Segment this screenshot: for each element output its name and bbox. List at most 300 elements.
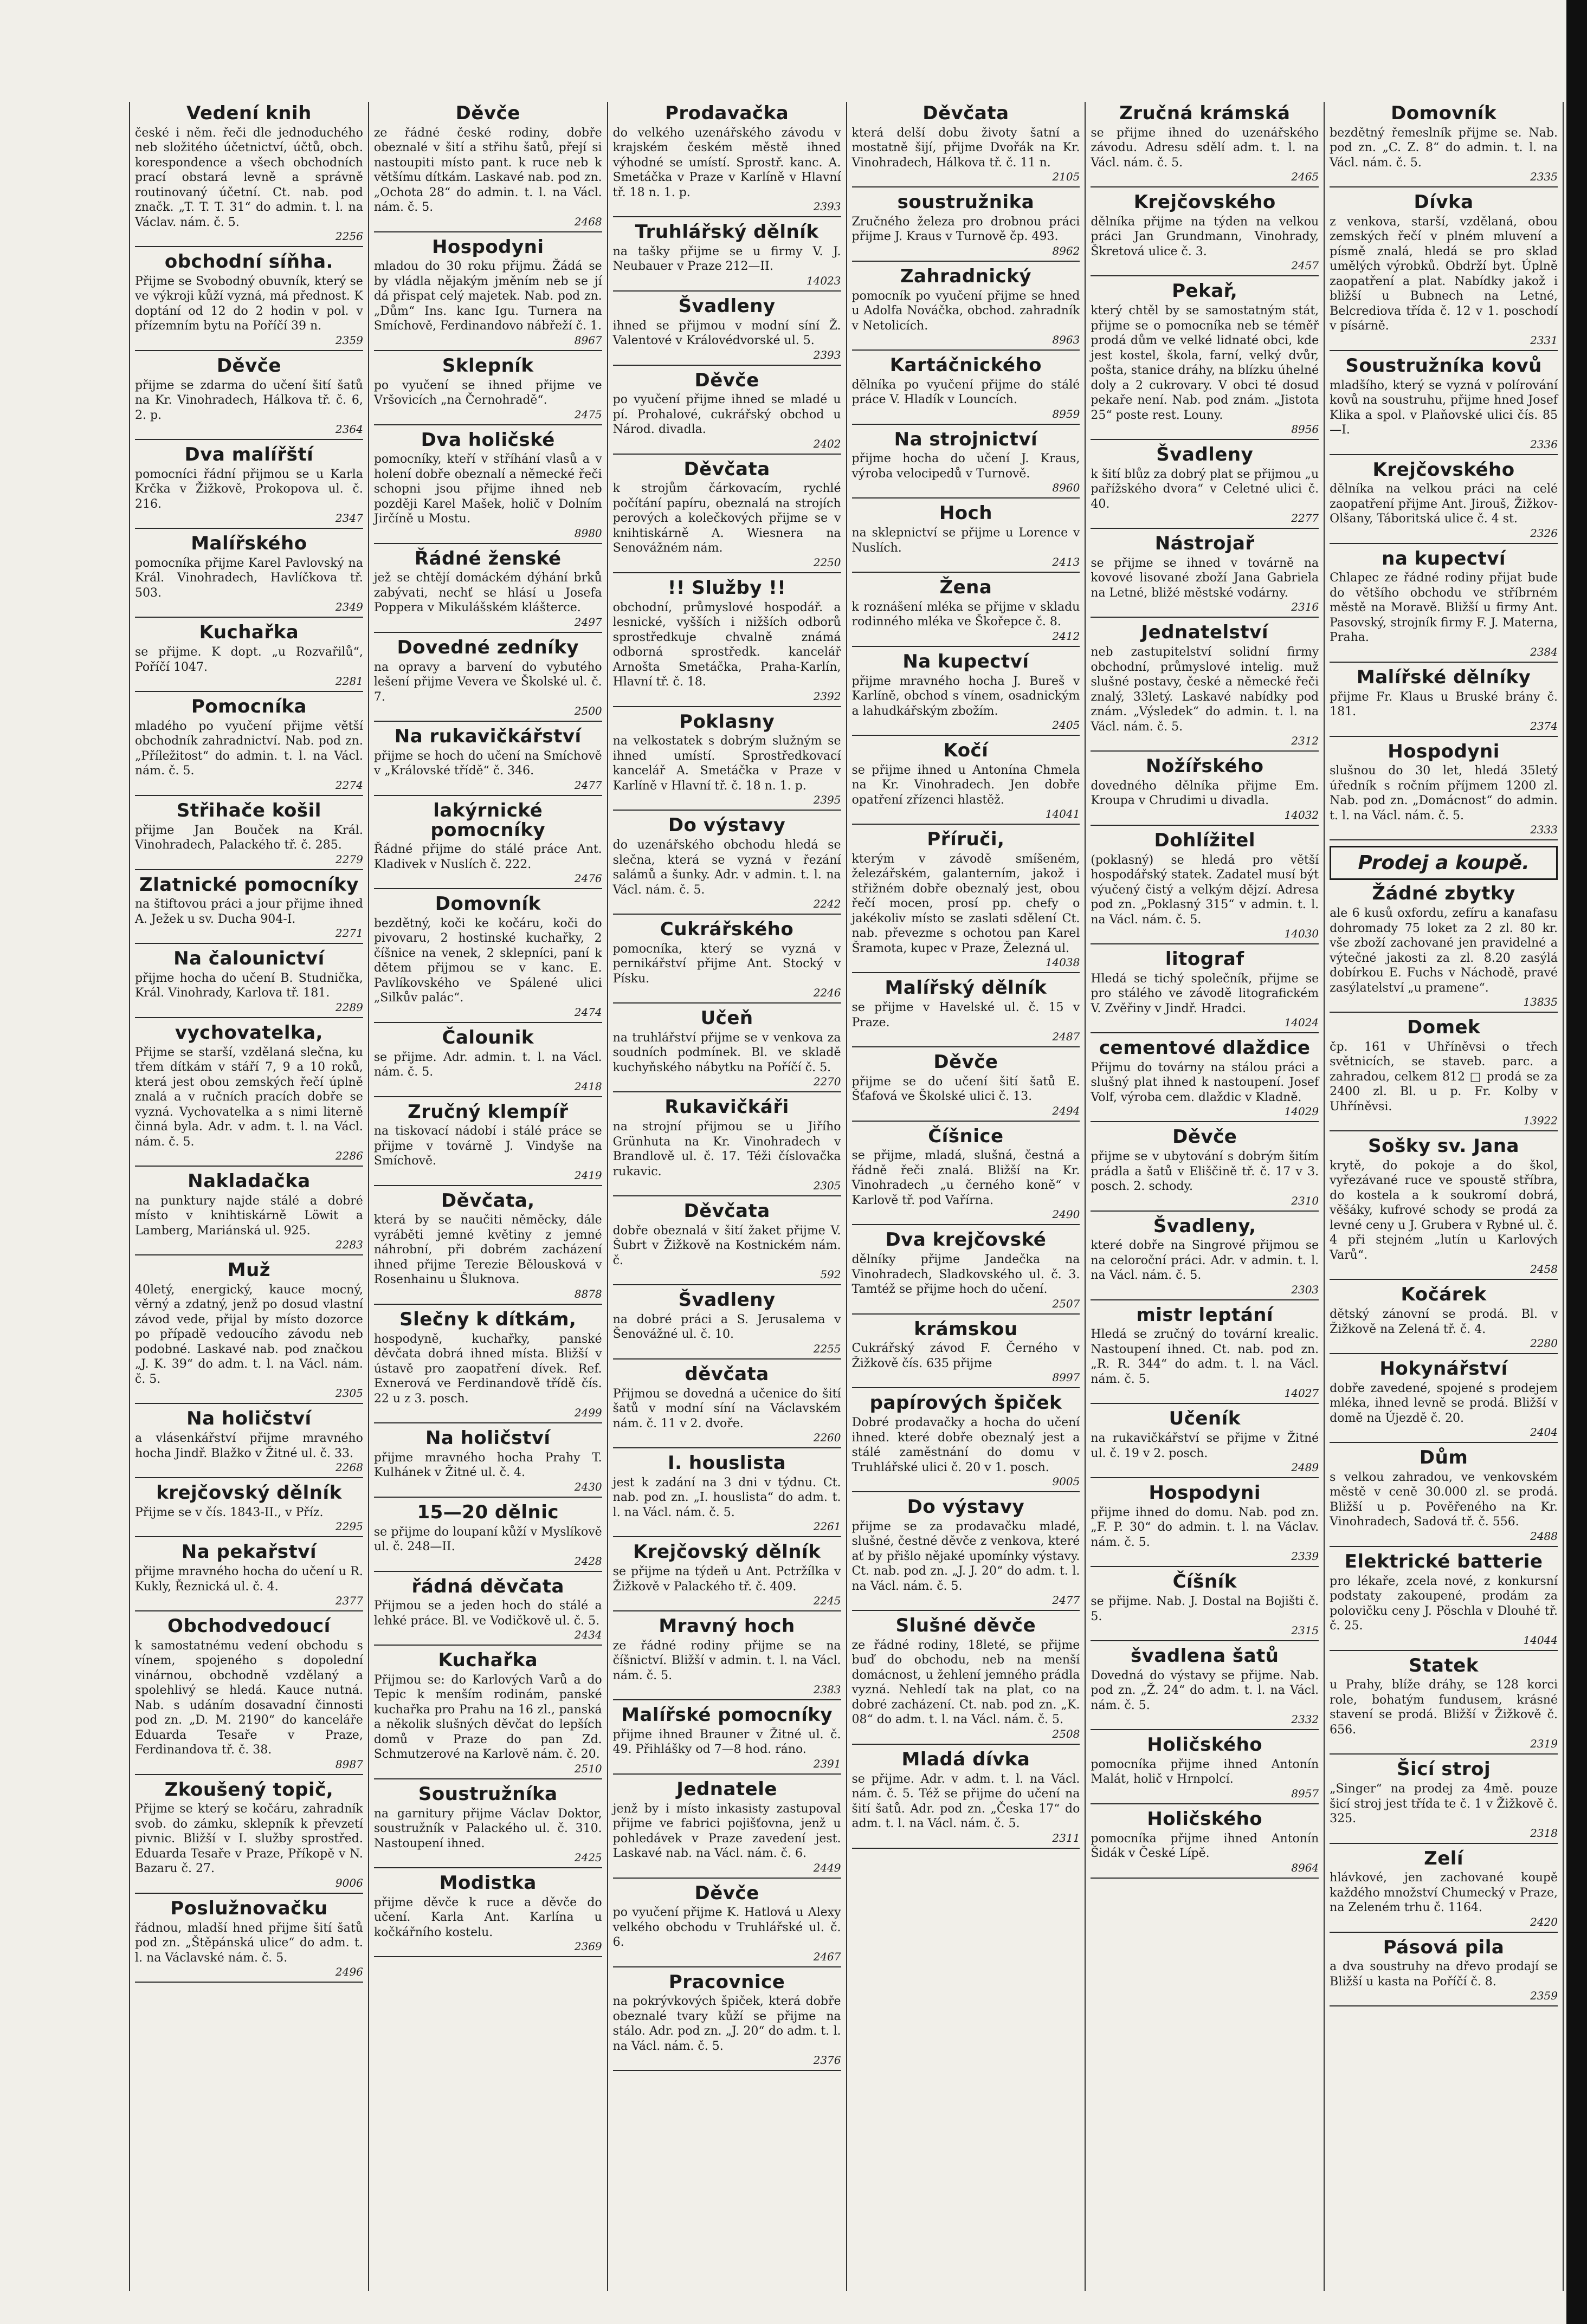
classified-ad (1330, 1137, 1558, 1280)
classified-ad (613, 1454, 841, 1537)
ad-text: jest k zadání na 3 dni v týdnu. Ct. nab. pod zn. „I. houslista“ do adm. t. l. na Václ. nám. č. 5. (612, 1475, 841, 1519)
classified-ad (135, 1484, 363, 1537)
ad-text: krytě, do pokoje a do škol, vyřezávané ruce ve spoustě stříbra, do kostela a k soukromí dobrá, věšáky, kufrové schody se prodá za levné ceny u J. Grubera v Rybné ul. č. 4 při stejném „lutín u Karlových Varů“. (1330, 1158, 1558, 1262)
ad-number: 2488 (1530, 1529, 1558, 1543)
ad-text: Hledá se tichý společník, přijme se pro stálého ve závodě litografickém V. Zvěřiny v Jindř. Hradci. (1091, 972, 1319, 1015)
ad-heading: Malířské dělníky (1356, 666, 1531, 688)
ad-text: pomocníka, který se vyzná v pernikářství přijme Ant. Stocký v Písku. (612, 942, 841, 986)
ad-text: dělníka přijme na týden na velkou práci Jan Grundmann, Vinohrady, Škretová ulice č. 3. (1091, 215, 1319, 258)
ad-heading: Malířské pomocníky (621, 1704, 833, 1726)
ad-text: se přijme se ihned v továrně na kovové lisované zboží Jana Gabriela na Letné, bližé městské vodárny. (1091, 556, 1319, 600)
ad-text: přijme se do učení šití šatů E. Šťafová ve Školské ulici č. 13. (851, 1074, 1080, 1104)
ad-number: 2364 (335, 423, 363, 436)
ad-number: 2312 (1291, 734, 1319, 748)
ad-number: 2418 (574, 1079, 602, 1093)
ad-number: 2474 (574, 1005, 602, 1019)
classified-ad (135, 1617, 363, 1775)
ad-heading: Švadleny (678, 295, 776, 317)
ad-text: se přijme do loupaní kůží v Myslíkově ul. č. 248—II. (373, 1525, 602, 1553)
ad-number: 8878 (574, 1287, 602, 1300)
ad-heading: Učeň (700, 1007, 753, 1030)
classified-ad (135, 623, 363, 692)
ad-heading: Cukrářského (660, 918, 794, 940)
ad-heading: Číšnice (928, 1125, 1004, 1147)
classified-ad (1330, 458, 1558, 544)
ad-text: obchodní, průmyslové hospodář. a lesnické, vyšších i nižších odborů sprostředkuje chvalně známá odborná sprostředk. kancelář Arnošta Smetáčka, Praha-Karlín, Hlavní tř. č. 18. (612, 600, 841, 689)
ad-text: mladšího, který se vyzná v polírování kovů na soustruhu, přijme hned Josef Klika a spol. v Plaňovské ulici čís. 85—I. (1330, 378, 1558, 437)
classified-ad (374, 431, 602, 544)
ad-heading: Hoch (939, 502, 992, 525)
ad-number: 2347 (335, 512, 363, 525)
ad-number: 2404 (1530, 1426, 1558, 1439)
ad-number: 2384 (1530, 645, 1558, 658)
ad-text: přijme mravného hocha do učení u R. Kukly, Řeznická ul. č. 4. (135, 1565, 363, 1594)
classified-ad (1091, 950, 1319, 1033)
classified-ad (852, 504, 1080, 573)
ad-heading: Na pekařství (181, 1541, 317, 1563)
classified-ad (374, 238, 602, 351)
ad-heading: krejčovský dělník (156, 1482, 342, 1504)
ad-number: 14023 (806, 274, 841, 287)
ad-heading: Učeník (1169, 1408, 1241, 1430)
ad-heading: Na strojnictví (894, 428, 1038, 450)
ad-heading: Děvče (1172, 1126, 1237, 1148)
ad-heading: Dva krejčovské (885, 1229, 1047, 1251)
ad-number: 2376 (813, 2054, 841, 2067)
classified-ad (135, 949, 363, 1018)
ad-text: které dobře na Singrové přijmou se na celoroční práci. Adr. v admin. t. l. na Václ. nám. č. 5. (1091, 1239, 1319, 1283)
ad-heading: Do výstavy (668, 814, 786, 837)
ad-text: Řádné přijme do stálé práce Ant. Kladivek v Nuslích č. 222. (373, 843, 602, 871)
classified-ad (135, 1543, 363, 1611)
ad-heading: Soustružníka (418, 1783, 558, 1805)
classified-ad (135, 104, 363, 247)
ad-number: 8962 (1052, 244, 1080, 257)
ad-text: dělníka po vyučení přijme do stálé práce V. Hladík v Louncích. (851, 378, 1080, 407)
classified-ad (852, 356, 1080, 425)
ad-text: přijme se zdarma do učení šití šatů na Kr. Vinohradech, Hálkova tř. č. 6, 2. p. (135, 378, 363, 422)
classified-ad (135, 1899, 363, 1983)
ad-heading: Holičského (1147, 1734, 1263, 1756)
ad-heading: papírových špiček (869, 1392, 1062, 1414)
ad-text: Chlapec ze řádné rodiny přijat bude do většího obchodu ve stříbrném městě na Moravě. Bližší u firmy Ant. Pasovský, strojník firmy F. J. Materna, Praha. (1330, 571, 1558, 645)
ad-number: 2428 (574, 1554, 602, 1568)
ad-text: na dobré práci a S. Jerusalema v Šenovážné ul. č. 10. (612, 1312, 841, 1342)
ad-number: 2303 (1291, 1283, 1319, 1296)
ad-number: 2425 (574, 1851, 602, 1865)
classified-ad (852, 578, 1080, 647)
ad-text: ze řádné rodiny, 18leté, se přijme buď do obchodu, neb na menší domácnost, u žehlení jemného prádla vyzná. Nehledí tak na plat, co na dobré zacházení. Ct. nab. pod zn. „K. 08“ do adm. t. l. na Václ. nám. č. 5. (851, 1638, 1080, 1727)
ad-text: přijme ihned Brauner v Žitné ul. č. 49. Přihlášky od 7—8 hod. ráno. (612, 1727, 841, 1757)
classified-ad (1330, 1760, 1558, 1843)
ad-number: 2500 (574, 704, 602, 718)
ad-number: 2274 (335, 778, 363, 792)
ad-heading: Děvčata (683, 458, 770, 480)
ad-text: Zručného železa pro drobnou práci přijme J. Kraus v Turnově čp. 493. (851, 215, 1080, 244)
ad-text: přijme hocha do učení B. Studnička, Král. Vinohrady, Karlova tř. 181. (135, 971, 363, 1000)
classified-ad (1091, 534, 1319, 618)
classified-ad (1330, 1656, 1558, 1755)
ad-text: dělníky přijme Jandečka na Vinohradech, Sladkovského ul. č. 3. Tamtéž se přijme hoch do učení. (851, 1253, 1080, 1297)
ad-text: pomocníky, kteří v stříhání vlasů a v holení dobře obeznalí a německé řeči schopni jsou přijme ihned neb později Karel Mašek, holič v Dolním Jirčíně u Mostu. (373, 452, 602, 526)
ad-text: se přijme ihned do uzenářského závodu. Adresu sdělí adm. t. l. na Václ. nám. č. 5. (1091, 126, 1319, 170)
ad-heading: Zručná krámská (1119, 102, 1291, 124)
ad-text: Přijme se Svobodný obuvník, který se ve výkroji kůží vyzná, má přednost. K doptání od 12 do 2 hodin v pol. v přízemním bytu na Poříčí 39 n. (135, 274, 363, 333)
ad-number: 2458 (1530, 1263, 1558, 1276)
classified-ad (613, 1291, 841, 1360)
ad-number: 2477 (1052, 1594, 1080, 1607)
ad-heading: Žena (939, 577, 992, 599)
classified-ad (135, 1021, 363, 1167)
classified-ad (374, 1874, 602, 1957)
ad-heading: cementové dlaždice (1099, 1037, 1311, 1059)
ad-text: (poklasný) se hledá pro větší hospodářský statek. Zadatel musí být výučený čistý a velkým dějzí. Adresa pod zn. „Poklasný 315“ v admin. t. l. na Václ. nám. č. 5. (1091, 853, 1319, 927)
ad-text: jenž by i místo inkasisty zastupoval přijme ve fabrici pojišťovna, jenž u pohledávek v Praze zavedení jest. Laskavé nab. na Václ. nám. č. 6. (612, 1802, 841, 1861)
ad-heading: Na rukavičkářství (394, 726, 582, 748)
ad-number: 2405 (1052, 718, 1080, 731)
ad-number: 2280 (1530, 1337, 1558, 1350)
classified-ad (613, 297, 841, 366)
ad-heading: Nožířského (1145, 755, 1264, 778)
ad-text: Dobré prodavačky a hocha do učení ihned. které dobře obeznalý jest a stálé zaměstnání do domu v Truhlářské ulici č. 20 v 1. posch. (851, 1416, 1080, 1474)
classified-ad (1091, 1484, 1319, 1567)
ad-text: na truhlářství přijme se v venkova za soudních podmínek. Bl. ve skladě kuchyňského nábytku na Poříčí č. 5. (612, 1031, 841, 1074)
ad-heading: řádná děvčata (411, 1575, 564, 1597)
column-2 (369, 102, 608, 2291)
ad-text: na velkostatek s dobrým služným se ihned umístí. Sprostředkovací kancelář A. Smetáčka v Praze v Karlíně v Hlavní tř. č. 18 n. 1. p. (612, 734, 841, 793)
ad-heading: Dva malířští (184, 444, 314, 466)
classified-ad (374, 1651, 602, 1779)
ad-number: 14030 (1284, 927, 1319, 940)
ad-number: 2289 (335, 1000, 363, 1014)
classified-ad (852, 652, 1080, 736)
classified-ad (1330, 1849, 1558, 1933)
classified-ad (1091, 282, 1319, 440)
ad-heading: Na čalounictví (173, 948, 325, 970)
ad-heading: mistr leptání (1136, 1304, 1274, 1326)
classified-ad (1091, 1736, 1319, 1804)
ad-number: 2316 (1291, 600, 1319, 614)
ad-number: 8967 (574, 333, 602, 347)
column-6 (1325, 102, 1564, 2291)
ad-text: do uzenářského obchodu hledá se slečna, která se vyzná v řezání salámů a šunky. Adr. v admin. t. l. na Václ. nám. č. 5. (612, 838, 841, 897)
classified-ad (374, 104, 602, 232)
ad-number: 14038 (1045, 956, 1080, 969)
ad-heading: Děvče (455, 102, 520, 124)
ad-heading: Děvče (694, 369, 759, 391)
classified-ad (374, 1429, 602, 1498)
ad-text: „Singer“ na prodej za 4mě. pouze šicí stroj jest třída te č. 1 v Žižkově č. 325. (1330, 1782, 1558, 1825)
ad-number: 2457 (1291, 259, 1319, 273)
ad-text: u Prahy, blíže dráhy, se 128 korci role, bohatým fundusem, krásné stavení se prodá. Bližší v Žižkově č. 656. (1330, 1678, 1558, 1737)
ad-heading: Hokynářství (1379, 1358, 1508, 1380)
ad-text: ze řádné rodiny přijme se na číšnictví. Bližší v admin. t. l. na Václ. nám. č. 5. (612, 1639, 841, 1682)
ad-heading: děvčata (685, 1363, 769, 1385)
ad-text: přijme Jan Bouček na Král. Vinohradech, Palackého tř. č. 285. (135, 823, 363, 852)
ad-heading: Soustružníka kovů (1345, 354, 1542, 377)
ad-text: po vyučení přijme ihned se mladé u pí. Prohalové, cukrářský obchod u Národ. divadla. (612, 393, 841, 437)
ad-number: 9005 (1052, 1475, 1080, 1488)
ad-number: 2487 (1052, 1030, 1080, 1044)
classified-ad (135, 801, 363, 870)
ad-number: 8957 (1291, 1786, 1319, 1800)
ad-number: 2359 (335, 333, 363, 347)
classified-ad (613, 1543, 841, 1611)
ad-heading: Hospodyni (431, 236, 544, 258)
classified-ad (1091, 193, 1319, 276)
ad-heading: na kupectví (1382, 547, 1506, 569)
ad-heading: Domek (1407, 1017, 1481, 1038)
ad-heading: 15—20 dělnic (417, 1501, 559, 1523)
ad-text: dětský zánovní se prodá. Bl. v Žižkově na Zelená tř. č. 4. (1330, 1307, 1558, 1336)
ad-number: 592 (820, 1268, 841, 1281)
ad-heading: Číšník (1172, 1571, 1237, 1593)
ad-heading: Dívka (1414, 191, 1474, 213)
ad-text: k roznášení mléka se přijme v skladu rodinného mléka ve Škořepce č. 8. (851, 600, 1080, 629)
ad-number: 8997 (1052, 1371, 1080, 1384)
ad-text: na opravy a barvení do vybutého lešení přijme Vevera ve Školské ul. č. 7. (373, 660, 602, 704)
ad-text: Přijmou se: do Karlových Varů a do Tepic k menším rodinám, panské kuchařka pro Prahu na 16 zl., panská a několik slušných děvčat do lepších domů v Praze do pan Zd. Schmutzerové na Karlově nám. č. 20. (373, 1673, 602, 1762)
ad-text: do velkého uzenářského závodu v krajském českém městě ihned výhodné se umístí. Sprostř. kanc. A. Smetáčka v Praze v Karlíně v Hlavní tř. 18 n. 1. p. (612, 126, 841, 199)
ad-heading: Prodavačka (665, 102, 789, 124)
ad-text: pomocníka přijme Karel Pavlovský na Král. Vinohradech, Havlíčkova tř. 503. (135, 556, 363, 600)
ad-number: 2333 (1530, 823, 1558, 837)
ad-text: pomocníka přijme ihned Antonín Malát, holič v Hrnpolcí. (1091, 1757, 1319, 1786)
column-5 (1086, 102, 1325, 2291)
ad-text: dobře zavedené, spojené s prodejem mléka, ihned levně se prodá. Bližší v domě na Újezdě č. 20. (1330, 1381, 1558, 1425)
ad-number: 2490 (1052, 1208, 1080, 1221)
ad-number: 2434 (574, 1628, 602, 1642)
classified-ad (1091, 104, 1319, 187)
ad-heading: I. houslista (668, 1452, 786, 1474)
ad-number: 2467 (813, 1950, 841, 1963)
ad-heading: Zkoušený topič, (164, 1778, 334, 1801)
ad-heading: krámskou (914, 1318, 1018, 1340)
classified-ad (1091, 1128, 1319, 1211)
ad-heading: Jednatelství (1141, 622, 1268, 644)
ad-text: Přijmou se dovedná a učenice do šití šatů v modní síní na Václavském nám. č. 11 v 2. dvoře. (612, 1387, 841, 1430)
classified-ad (852, 830, 1080, 973)
ad-number: 2377 (335, 1594, 363, 1607)
classified-ad (135, 697, 363, 796)
classified-ad (613, 223, 841, 292)
classified-ad (852, 193, 1080, 262)
classified-ad (1330, 354, 1558, 455)
ad-number: 2250 (813, 555, 841, 569)
ad-heading: !! Služby !! (667, 577, 786, 599)
ad-heading: Kartáčnického (889, 354, 1042, 377)
ad-number: 2271 (335, 927, 363, 940)
ad-text: pomocník po vyučení přijme se hned u Adolfa Nováčka, obchod. zahradník v Netolicích. (851, 289, 1080, 333)
ad-number: 2359 (1530, 1989, 1558, 2003)
classified-ad (852, 1127, 1080, 1226)
ad-heading: Pásová pila (1383, 1936, 1505, 1958)
classified-ad (135, 1261, 363, 1404)
ad-number: 2331 (1530, 333, 1558, 347)
ad-heading: Domovník (1391, 102, 1497, 124)
ad-heading: Na kupectví (902, 650, 1029, 672)
ad-number: 2335 (1530, 170, 1558, 184)
ad-text: jež se chtějí domáckém dýhání brků zabývati, nechť se hlásí u Josefa Poppera v Mikulášském klášterce. (373, 571, 602, 615)
classified-ad (1330, 104, 1558, 187)
ad-text: na strojní přijmou se u Jiřího Grünhuta na Kr. Vinohradech v Brandlově ul. č. 17. Téži číslovačka rukavic. (612, 1120, 841, 1179)
ad-heading: Truhlářský dělník (635, 221, 819, 243)
classified-ad (135, 1409, 363, 1478)
classified-ad (135, 1778, 363, 1894)
classified-ad (135, 1172, 363, 1255)
classified-ad (613, 920, 841, 1004)
ad-number: 2508 (1052, 1727, 1080, 1740)
ad-number: 2256 (335, 230, 363, 243)
ad-number: 2475 (574, 407, 602, 421)
ad-text: se přijme. Adr. admin. t. l. na Václ. nám. č. 5. (373, 1050, 602, 1079)
ad-heading: Kuchařka (438, 1649, 538, 1672)
ad-heading: Pracovnice (668, 1971, 785, 1993)
ad-heading: Elektrické batterie (1344, 1550, 1543, 1572)
classified-ad (1091, 1409, 1319, 1478)
classified-ad (1091, 831, 1319, 944)
ad-heading: Kočárek (1401, 1284, 1487, 1306)
ad-heading: Šicí stroj (1397, 1758, 1491, 1781)
ad-heading: Zručný klempíř (407, 1100, 569, 1123)
ad-number: 8964 (1291, 1861, 1319, 1874)
ad-number: 14027 (1284, 1387, 1319, 1400)
classified-ad (1330, 1552, 1558, 1651)
classified-ad (135, 354, 363, 440)
ad-text: na tašky přijme se u firmy V. J. Neubauer v Praze 212—II. (612, 244, 841, 274)
ad-number: 2246 (813, 986, 841, 1000)
ad-text: přijme děvče k ruce a děvče do učení. Karla Ant. Karlína u kočkářního kostelu. (373, 1895, 602, 1939)
ad-text: Přijmu do továrny na stálou práci a slušný plat ihned k nastoupení. Josef Volf, výroba cem. dlaždic v Kladně. (1091, 1060, 1319, 1104)
classified-ad (613, 1365, 841, 1448)
ad-text: se přijme na týdeň u Ant. Pctržílka v Žižkově v Palackého tř. č. 409. (612, 1565, 841, 1594)
ad-heading: Slušné děvče (895, 1615, 1036, 1637)
ad-text: přijme Fr. Klaus u Bruské brány č. 181. (1330, 690, 1558, 719)
ad-number: 2310 (1291, 1194, 1319, 1207)
ad-number: 14032 (1284, 808, 1319, 821)
ad-text: která by se naučiti něměcky, dále vyráběti jemné květiny z jemné náhrobní, při dobrém zacházení ihned přijme Terezie Bělousková v Rosenhainu u Šluknova. (373, 1213, 602, 1287)
ad-text: dělníka na velkou práci na celé zaopatření přijme Ant. Jirouš, Žižkov-Olšany, Táboritská ulice č. 4 st. (1330, 482, 1558, 526)
ad-heading: Děvče (933, 1051, 998, 1073)
ad-heading: Děvčata (922, 102, 1009, 124)
ad-text: ihned se přijmou v modní síní Ž. Valentové v Královédvorské ul. 5. (612, 319, 841, 348)
classified-ad (1091, 757, 1319, 826)
ad-heading: Zahradnický (900, 265, 1031, 287)
ad-heading: Mladá dívka (901, 1748, 1030, 1770)
ad-number: 2393 (813, 200, 841, 213)
classified-ad (374, 801, 602, 889)
ad-number: 2419 (574, 1168, 602, 1182)
ad-heading: Dva holičské (421, 429, 555, 451)
ad-heading: Statek (1409, 1654, 1479, 1676)
ad-heading: Dovedné zedníky (397, 636, 579, 658)
classified-ad (613, 371, 841, 455)
classified-ad (613, 1973, 841, 2071)
classified-ad (1091, 1217, 1319, 1300)
ad-text: a vlásenkářství přijme mravného hocha Jindř. Blažko v Žitné ul. č. 33. (135, 1432, 363, 1460)
ad-text: pro lékaře, zcela nové, z konkursní podstaty zakoupené, prodám za polovičku ceny J. Pöschla v Dlouhé tř. č. 25. (1330, 1574, 1558, 1633)
classified-ad (374, 1577, 602, 1646)
classified-ad (613, 104, 841, 217)
ad-heading: Malířského (191, 533, 307, 555)
classified-columns (129, 102, 1564, 2291)
ad-number: 2499 (574, 1406, 602, 1420)
ad-text: se přijme v Havelské ul. č. 15 v Praze. (851, 1001, 1080, 1030)
classified-ad (613, 816, 841, 915)
ad-heading: obchodní síňha. (164, 251, 333, 273)
classified-ad (852, 1616, 1080, 1745)
ad-text: na sklepnictví se přijme u Lorence v Nuslích. (851, 526, 1080, 555)
ad-number: 2477 (574, 778, 602, 792)
ad-text: z venkova, starší, vzdělaná, obou zemských řečí v plném mluvení a písmě znalá, hledá se pro sklad umělých výrobků. Obdrží byt. Úplně zaopatření a plat. Nabídky jakož i bližší u Bubnech na Letné, Belcrediova třída č. 12 v 1. poschodí v písárně. (1330, 215, 1558, 333)
ad-heading: Jednatele (676, 1778, 777, 1800)
classified-ad (135, 253, 363, 351)
ad-number: 2105 (1052, 170, 1080, 184)
ad-heading: Na holičství (425, 1427, 551, 1449)
classified-ad (374, 1310, 602, 1423)
ad-heading: soustružnika (897, 191, 1035, 213)
classified-ad (1330, 1938, 1558, 2007)
ad-text: čp. 161 v Uhříněvsi o třech světnicích, se staveb. parc. a zahradou, celkem 812 □ prodá se za 2400 zl. Bl. u p. Fr. Kolby v Uhříněvsi. (1330, 1040, 1558, 1114)
classified-ad (613, 1780, 841, 1879)
ad-number: 14041 (1045, 807, 1080, 821)
ad-heading: Děvče (216, 354, 281, 377)
classified-ad (135, 445, 363, 529)
ad-text: se přijme. Nab. J. Dostal na Bojišti č. 5. (1091, 1595, 1319, 1623)
ad-text: přijme mravného hocha J. Bureš v Karlíně, obchod s vínem, osadnickým a lahudkářským zbožím. (851, 674, 1080, 718)
ad-text: dobře obeznalá v šití žaket přijme V. Šubrt v Žižkově na Kostnickém nám. č. (612, 1224, 841, 1267)
ad-number: 2476 (574, 872, 602, 885)
ad-heading: Modistka (439, 1872, 537, 1894)
classified-ad (852, 1053, 1080, 1122)
ad-heading: vychovatelka, (175, 1021, 323, 1044)
classified-ad (852, 267, 1080, 351)
classified-ad (374, 638, 602, 722)
ad-text: přijme se hoch do učení na Smíchově v „Královské třídě“ č. 346. (373, 749, 602, 778)
classified-ad (135, 534, 363, 618)
ad-number: 13835 (1523, 995, 1558, 1008)
classified-ad (374, 895, 602, 1023)
ad-number: 9006 (335, 1876, 363, 1889)
scan-edge (1566, 0, 1587, 2324)
ad-heading: švadlena šatů (1130, 1645, 1279, 1667)
ad-text: s velkou zahradou, ve venkovském městě v ceně 30.000 zl. se prodá. Bližší u p. Pověřeného na Kr. Vinohradech, Sadová tř. č. 556. (1330, 1470, 1558, 1529)
ad-number: 2305 (335, 1387, 363, 1400)
ad-number: 2261 (813, 1520, 841, 1533)
ad-text: na punktury najde stálé a dobré místo v knihtiskárně Löwit a Lamberg, Mariánská ul. 925. (135, 1194, 363, 1238)
ad-text: na rukavičkářství se přijme v Žitné ul. č. 19 v 2. posch. (1091, 1432, 1319, 1460)
ad-number: 2374 (1530, 719, 1558, 733)
classified-ad (613, 1706, 841, 1775)
ad-heading: Sklepník (442, 354, 534, 377)
ad-number: 2268 (335, 1461, 363, 1474)
ad-text: se přijme ihned u Antonína Chmela na Kr. Vinohradech. Jen dobře opatření zřízenci hlastěž. (851, 763, 1080, 807)
ad-text: na tiskovací nádobí i stálé práce se přijme v továrně J. Vindyše na Smíchově. (373, 1124, 602, 1168)
ad-number: 2494 (1052, 1104, 1080, 1117)
ad-heading: Obchodvedoucí (167, 1615, 331, 1637)
ad-text: k šití blůz za dobrý plat se přijmou „u pařížského dvora“ v Celetné ulici č. 40. (1091, 467, 1319, 511)
ad-text: po vyučení se ihned přijme ve Vršovicích „na Černohradě“. (373, 378, 602, 407)
ad-number: 2412 (1052, 629, 1080, 643)
ad-heading: Švadleny (1156, 444, 1254, 466)
ad-heading: Zelí (1424, 1847, 1464, 1869)
ad-number: 2332 (1291, 1713, 1319, 1726)
classified-ad (1091, 1039, 1319, 1122)
classified-ad (1091, 623, 1319, 752)
ad-heading: Hospodyni (1388, 740, 1500, 762)
ad-text: Přijmou se a jeden hoch do stálé a lehké práce. Bl. ve Vodičkově ul. č. 5. (373, 1599, 602, 1628)
classified-ad (1091, 1647, 1319, 1730)
